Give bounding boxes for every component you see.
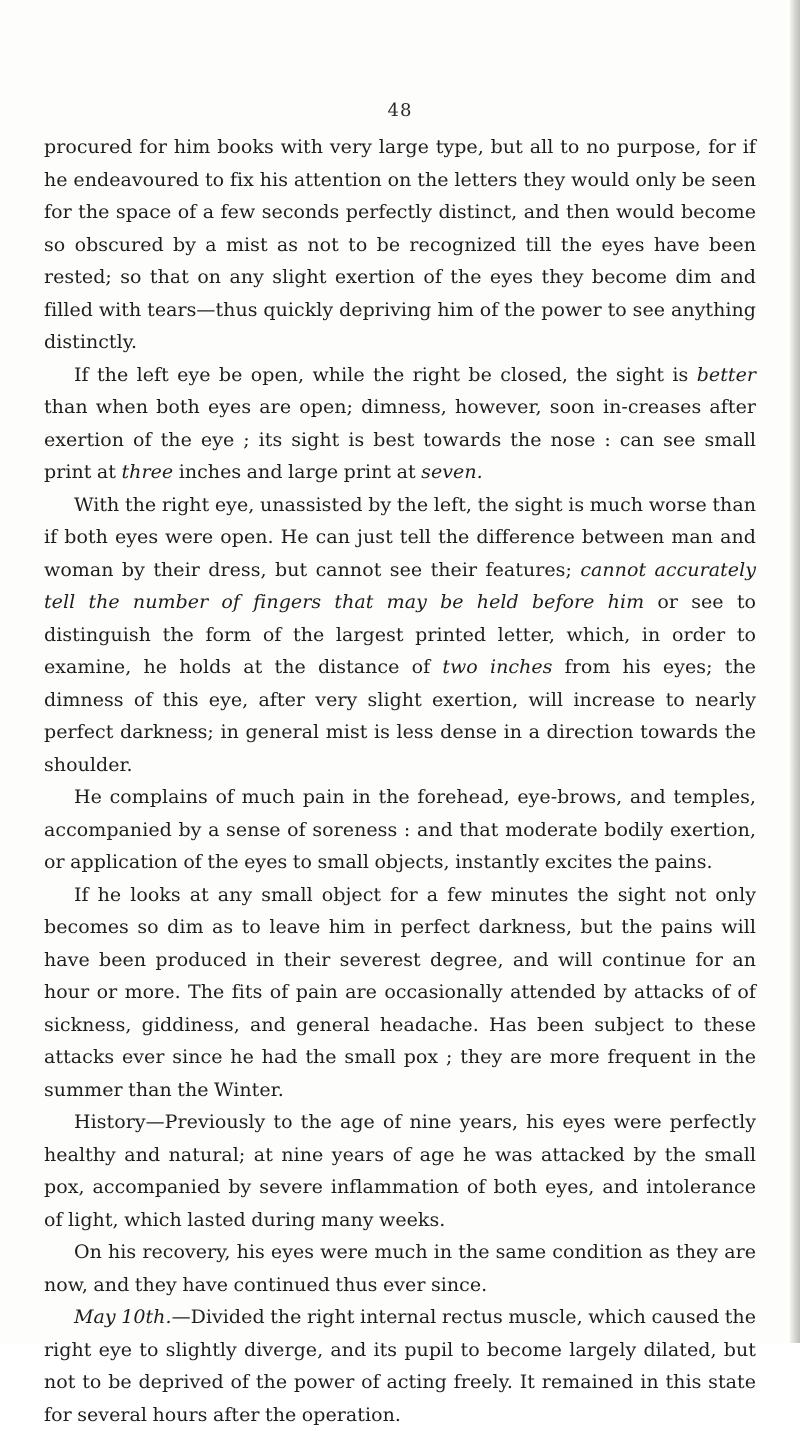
paragraph (44, 489, 756, 782)
italic-text: better (696, 363, 756, 386)
page-number: 48 (387, 100, 413, 121)
paragraph (44, 359, 756, 489)
text-run: History—Previously to the age of nine years, his eyes were perfectly healthy and natural; at nine years of age he was attacked by the small pox, accompanied by severe inflammation of both eyes, and intolerance of light, which lasted during many weeks. (44, 1111, 756, 1231)
paragraph (44, 781, 756, 879)
text-run: or see to distinguish the form of the largest printed letter, which, in order to examine, he holds at the distance of (44, 591, 756, 678)
text-run: With the right eye, unassisted by the left, the sight is much worse than if both eyes were open. He can just tell the difference between man and woman by their dress, but cannot see their features; (44, 493, 756, 581)
paragraph (44, 879, 756, 1107)
italic-text: May 10th. (74, 1306, 172, 1328)
text-run: He complains of much pain in the forehead, eye-brows, and temples, accompanied by a sense of soreness : and that moderate bodily exertion, or application of the eyes to small objects, instantly excites the pains. (44, 786, 756, 873)
text-run: from his eyes; the dimness of this eye, after very slight exertion, will increase to nearly perfect darkness; in general mist is less dense in a direction towards the shoulder. (44, 656, 756, 776)
page-edge-shadow (790, 0, 800, 1343)
text-run: —Divided the right internal rectus muscle, which caused the right eye to slightly diverge, and its pupil to become largely dilated, but not to be deprived of the power of acting freely. It remained in this state for several hours after the operation. (44, 1306, 756, 1426)
paragraph (44, 1301, 756, 1431)
italic-text: two inches (442, 656, 553, 678)
body-text (44, 131, 756, 1431)
italic-text: cannot accurately tell the number of fingers that may be held before him (44, 558, 756, 613)
text-run: inches and large print at (173, 461, 422, 483)
text-run: than when both eyes are open; dimness, however, soon in-creases after exertion of the eye ; its sight is best towards the nose : can see small print at (44, 396, 756, 483)
paragraph (44, 1236, 756, 1301)
paragraph (44, 131, 756, 359)
text-run: On his recovery, his eyes were much in the same condition as they are now, and they have continued thus ever since. (44, 1241, 756, 1296)
paragraph (44, 1106, 756, 1236)
italic-text: three (121, 461, 174, 483)
italic-text: seven. (421, 461, 483, 483)
text-run: If the left eye be open, while the right be closed, the sight is (74, 363, 697, 386)
text-run: If he looks at any small object for a few minutes the sight not only becomes so dim as to leave him in perfect darkness, but the pains will have been produced in their severest degree, and will continue for an hour or more. The fits of pain are occasionally attended by attacks of of sickness, giddiness, and general headache. Has been subject to these attacks ever since he had the small pox ; they are more frequent in the summer than the Winter. (44, 883, 756, 1101)
text-run: procured for him books with very large type, but all to no purpose, for if he endeavoured to fix his attention on the letters they would only be seen for the space of a few seconds perfectly distinct, and then would become so obscured by a mist as not to be recognized till the eyes have been rested; so that on any slight exertion of the eyes they become dim and filled with tears—thus quickly depriving him of the power to see anything distinctly. (44, 136, 756, 353)
